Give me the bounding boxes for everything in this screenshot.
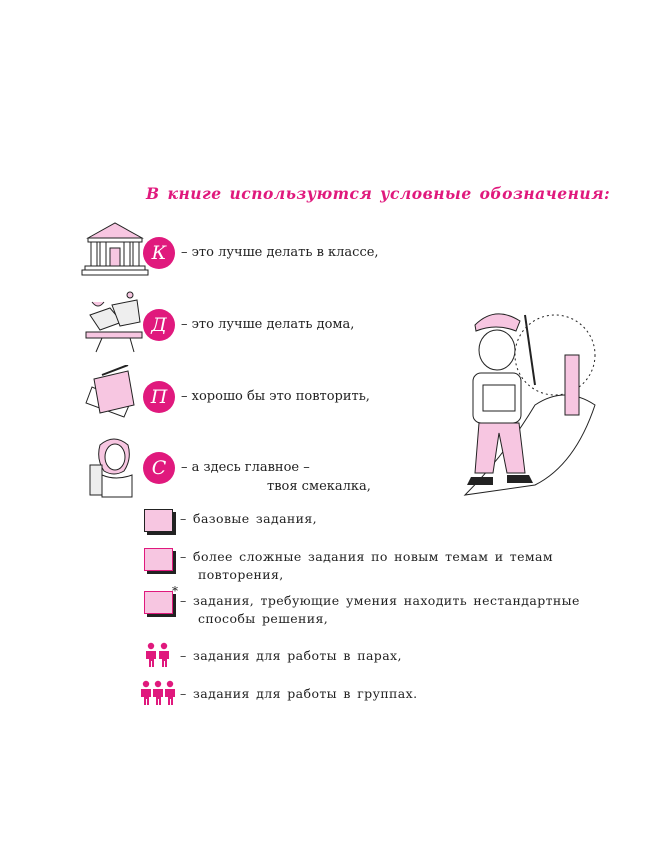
symbol-d-text: – это лучше делать дома, bbox=[181, 317, 355, 332]
task-nonstandard-text-2: способы решения, bbox=[198, 611, 329, 626]
symbol-k-text: – это лучше делать в классе, bbox=[181, 245, 379, 260]
badge-d: Д bbox=[143, 309, 175, 341]
symbol-p-text: – хорошо бы это повторить, bbox=[181, 389, 370, 404]
task-groups-text: – задания для работы в группах. bbox=[180, 686, 418, 701]
badge-k: К bbox=[143, 237, 175, 269]
task-advanced-text-2: повторения, bbox=[198, 567, 284, 582]
badge-s: С bbox=[143, 452, 175, 484]
boy-illustration bbox=[435, 295, 605, 505]
advanced-task-box bbox=[144, 548, 173, 571]
school-building-icon bbox=[80, 220, 150, 280]
home-desk-icon bbox=[82, 290, 144, 355]
group-icon bbox=[140, 680, 176, 706]
pair-icon bbox=[145, 642, 171, 668]
task-nonstandard-text: – задания, требующие умения находить нестандартные bbox=[180, 593, 580, 608]
task-pairs-text: – задания для работы в парах, bbox=[180, 648, 402, 663]
symbol-s-text: – а здесь главное – bbox=[181, 460, 310, 475]
star-mark: * bbox=[172, 584, 178, 598]
symbol-s-text-2: твоя смекалка, bbox=[267, 479, 371, 494]
thinker-icon bbox=[86, 435, 142, 500]
basic-task-box bbox=[144, 509, 173, 532]
task-advanced-text: – более сложные задания по новым темам и темам bbox=[180, 549, 554, 564]
task-basic-text: – базовые задания, bbox=[180, 511, 318, 526]
page-title: В книге используются условные обозначения: bbox=[146, 184, 611, 203]
badge-p: П bbox=[143, 381, 175, 413]
nonstandard-task-box bbox=[144, 591, 173, 614]
books-icon bbox=[82, 365, 144, 420]
